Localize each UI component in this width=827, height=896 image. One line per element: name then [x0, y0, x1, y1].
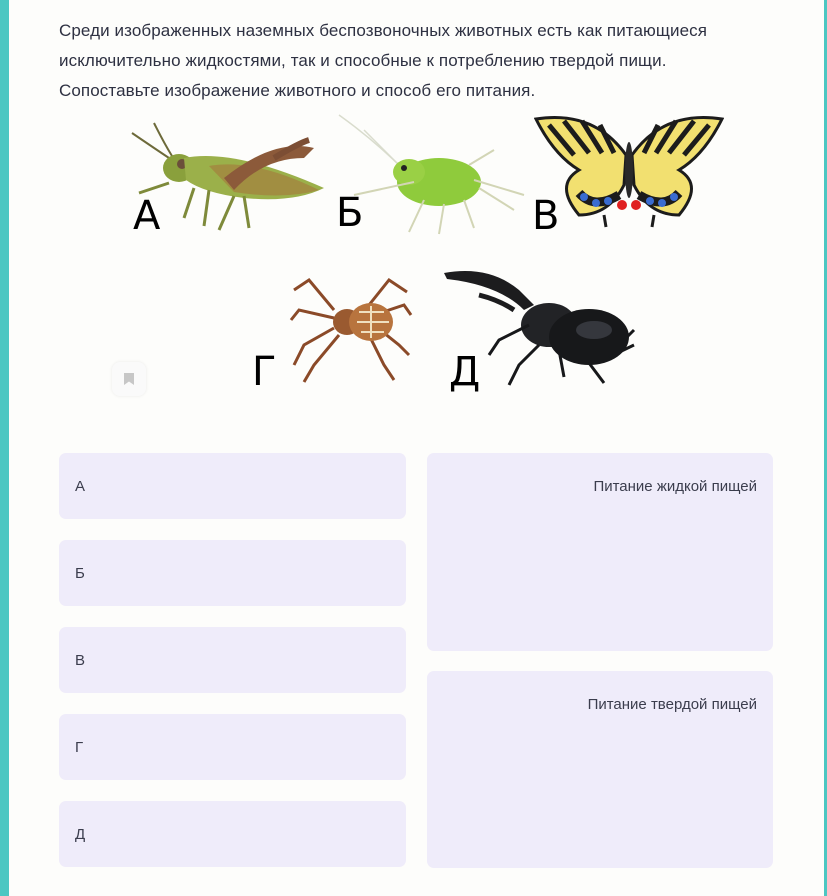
label-g: Г — [252, 349, 277, 395]
animals-figure — [9, 0, 824, 420]
drag-item-d[interactable]: Д — [59, 801, 406, 867]
drop-zone-liquid-label: Питание жидкой пищей — [593, 478, 757, 495]
question-card — [9, 0, 824, 896]
drag-item-g[interactable]: Г — [59, 714, 406, 780]
label-v: В — [532, 193, 560, 239]
question-text: Среди изображенных наземных беспозвоночных животных есть как питающиеся исключительно жидкостями, так и способные к потреблению твердой пищи. Сопоставьте изображение животного и способ его питания. — [59, 21, 708, 100]
label-a: А — [133, 193, 161, 239]
bookmark-icon — [123, 372, 135, 386]
label-d: Д — [449, 349, 481, 395]
drop-zone-solid[interactable] — [427, 671, 773, 868]
drag-item-a[interactable]: А — [59, 453, 406, 519]
left-accent-stripe — [0, 0, 9, 896]
bookmark-button[interactable] — [112, 362, 146, 396]
drop-zone-liquid[interactable] — [427, 453, 773, 651]
label-b: Б — [336, 190, 364, 236]
drag-item-b[interactable]: Б — [59, 540, 406, 606]
butterfly-image — [534, 115, 724, 230]
drop-zone-solid-label: Питание твердой пищей — [587, 696, 757, 713]
spider-image — [289, 270, 414, 385]
drag-item-v[interactable]: В — [59, 627, 406, 693]
